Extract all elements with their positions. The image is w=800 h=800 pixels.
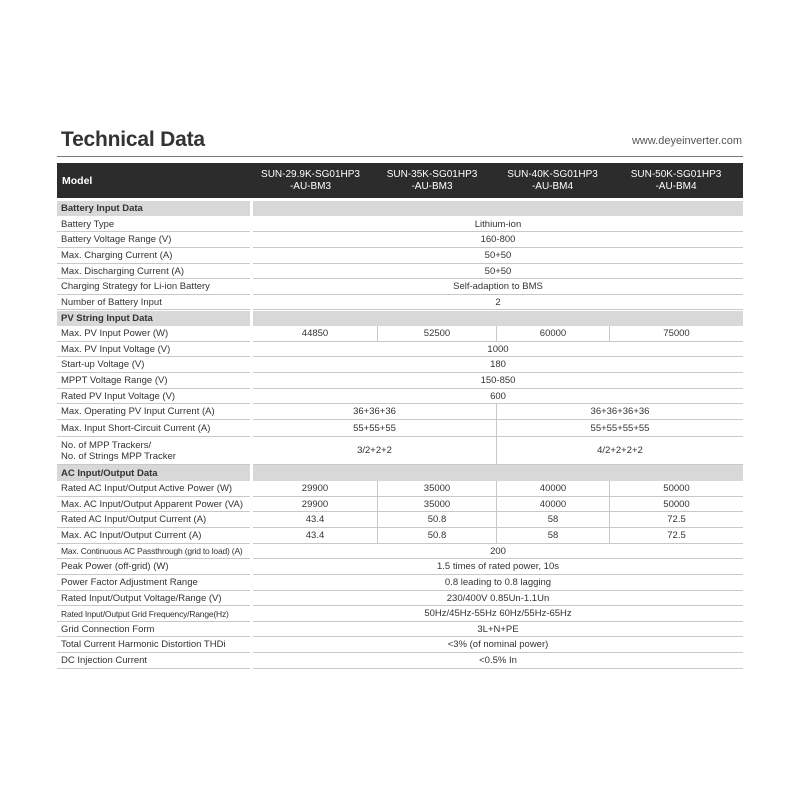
model-1-name: SUN-29.9K-SG01HP3 -AU-BM3 bbox=[261, 168, 360, 192]
row-label: Max. PV Input Voltage (V) bbox=[57, 342, 250, 357]
row-value: 60000 bbox=[496, 326, 609, 342]
table-row bbox=[57, 528, 743, 544]
section-pv-band bbox=[253, 311, 743, 326]
row-label: Charging Strategy for Li-ion Battery bbox=[57, 279, 250, 295]
row-label: Battery Type bbox=[57, 217, 250, 232]
row-value: 72.5 bbox=[609, 528, 743, 544]
section-battery-band bbox=[253, 201, 743, 216]
section-ac-band bbox=[253, 465, 743, 481]
row-value: 36+36+36 bbox=[253, 404, 496, 420]
section-pv-label: PV String Input Data bbox=[57, 311, 250, 326]
website-url: www.deyeinverter.com bbox=[631, 135, 742, 147]
table-row bbox=[57, 481, 743, 497]
section-ac bbox=[57, 465, 743, 481]
row-value: 75000 bbox=[609, 326, 743, 342]
row-label-line: No. of MPP Trackers/ bbox=[61, 439, 152, 451]
row-value: 50000 bbox=[609, 481, 743, 497]
section-battery-label: Battery Input Data bbox=[57, 201, 250, 216]
table-row bbox=[57, 512, 743, 528]
row-value: 200 bbox=[253, 544, 743, 559]
section-battery bbox=[57, 201, 743, 216]
row-label: Rated Input/Output Grid Frequency/Range(Hz) bbox=[57, 606, 250, 622]
row-value: 36+36+36+36 bbox=[496, 404, 743, 420]
row-value: 0.8 leading to 0.8 lagging bbox=[253, 575, 743, 591]
row-label: Number of Battery Input bbox=[57, 295, 250, 310]
table-header bbox=[57, 163, 743, 198]
row-value: 230/400V 0.85Un-1.1Un bbox=[253, 591, 743, 606]
section-ac-label: AC Input/Output Data bbox=[57, 465, 250, 481]
row-value: 3L+N+PE bbox=[253, 622, 743, 637]
row-value: 1.5 times of rated power, 10s bbox=[253, 559, 743, 575]
table-row bbox=[57, 295, 743, 310]
row-value: 4/2+2+2+2 bbox=[496, 437, 743, 465]
table-row bbox=[57, 357, 743, 373]
row-value: 55+55+55 bbox=[253, 420, 496, 437]
row-value: 43.4 bbox=[253, 512, 377, 528]
row-value: 50+50 bbox=[253, 264, 743, 279]
row-label: Max. PV Input Power (W) bbox=[57, 326, 250, 342]
row-label: Max. Discharging Current (A) bbox=[57, 264, 250, 279]
row-value: 50+50 bbox=[253, 248, 743, 264]
row-value: 35000 bbox=[377, 497, 496, 512]
row-label: Max. AC Input/Output Apparent Power (VA) bbox=[57, 497, 250, 512]
row-label-line: No. of Strings MPP Tracker bbox=[61, 450, 176, 462]
table-row bbox=[57, 559, 743, 575]
table-row bbox=[57, 264, 743, 279]
row-label: Rated AC Input/Output Active Power (W) bbox=[57, 481, 250, 497]
row-value: 50.8 bbox=[377, 528, 496, 544]
table-row bbox=[57, 326, 743, 342]
row-label: Start-up Voltage (V) bbox=[57, 357, 250, 373]
row-value: <0.5% In bbox=[253, 653, 743, 669]
row-value: 29900 bbox=[253, 497, 377, 512]
row-label: Max. Operating PV Input Current (A) bbox=[57, 404, 250, 420]
table-row bbox=[57, 342, 743, 357]
row-label: Grid Connection Form bbox=[57, 622, 250, 637]
table-row bbox=[57, 606, 743, 622]
row-label: Peak Power (off-grid) (W) bbox=[57, 559, 250, 575]
row-value: 50Hz/45Hz-55Hz 60Hz/55Hz-65Hz bbox=[253, 606, 743, 622]
row-value: 29900 bbox=[253, 481, 377, 497]
table-row bbox=[57, 420, 743, 437]
model-4-name: SUN-50K-SG01HP3 -AU-BM4 bbox=[630, 168, 722, 192]
table-row bbox=[57, 497, 743, 512]
table-row bbox=[57, 437, 743, 465]
row-value: 44850 bbox=[253, 326, 377, 342]
row-value: <3% (of nominal power) bbox=[253, 637, 743, 653]
row-value: 50.8 bbox=[377, 512, 496, 528]
row-value: 58 bbox=[496, 512, 609, 528]
row-value: 40000 bbox=[496, 497, 609, 512]
model-2-name: SUN-35K-SG01HP3 -AU-BM3 bbox=[386, 168, 478, 192]
table-row bbox=[57, 279, 743, 295]
row-label: Power Factor Adjustment Range bbox=[57, 575, 250, 591]
row-value: 1000 bbox=[253, 342, 743, 357]
row-label: Rated PV Input Voltage (V) bbox=[57, 389, 250, 404]
row-label: Battery Voltage Range (V) bbox=[57, 232, 250, 248]
row-value: 3/2+2+2 bbox=[253, 437, 496, 465]
row-label: Max. AC Input/Output Current (A) bbox=[57, 528, 250, 544]
row-value: 58 bbox=[496, 528, 609, 544]
row-label: MPPT Voltage Range (V) bbox=[57, 373, 250, 389]
row-value: 52500 bbox=[377, 326, 496, 342]
model-header-label: Model bbox=[62, 174, 93, 187]
table-row bbox=[57, 544, 743, 559]
row-label: DC Injection Current bbox=[57, 653, 250, 669]
row-value: 35000 bbox=[377, 481, 496, 497]
page-title: Technical Data bbox=[61, 128, 205, 151]
model-3-name: SUN-40K-SG01HP3 -AU-BM4 bbox=[507, 168, 598, 192]
row-label: Max. Input Short-Circuit Current (A) bbox=[57, 420, 250, 437]
table-row bbox=[57, 637, 743, 653]
row-label: Rated Input/Output Voltage/Range (V) bbox=[57, 591, 250, 606]
section-pv bbox=[57, 311, 743, 326]
row-value: 180 bbox=[253, 357, 743, 373]
table-row bbox=[57, 389, 743, 404]
table-row bbox=[57, 248, 743, 264]
table-row bbox=[57, 575, 743, 591]
row-value: Self-adaption to BMS bbox=[253, 279, 743, 295]
row-label: Max. Continuous AC Passthrough (grid to load) (A) bbox=[57, 544, 250, 559]
row-value: 43.4 bbox=[253, 528, 377, 544]
table-row bbox=[57, 622, 743, 637]
row-label: Max. Charging Current (A) bbox=[57, 248, 250, 264]
row-label bbox=[57, 437, 250, 465]
row-value: 40000 bbox=[496, 481, 609, 497]
row-value: 55+55+55+55 bbox=[496, 420, 743, 437]
table-row bbox=[57, 232, 743, 248]
table-row bbox=[57, 373, 743, 389]
row-label: Total Current Harmonic Distortion THDi bbox=[57, 637, 250, 653]
title-divider bbox=[57, 156, 743, 157]
table-row bbox=[57, 404, 743, 420]
row-value: 160-800 bbox=[253, 232, 743, 248]
row-value: 600 bbox=[253, 389, 743, 404]
row-label: Rated AC Input/Output Current (A) bbox=[57, 512, 250, 528]
row-value: 50000 bbox=[609, 497, 743, 512]
table-row bbox=[57, 653, 743, 669]
table-row bbox=[57, 591, 743, 606]
row-value: 150-850 bbox=[253, 373, 743, 389]
table-row bbox=[57, 217, 743, 232]
row-value: 2 bbox=[253, 295, 743, 310]
row-value: 72.5 bbox=[609, 512, 743, 528]
row-value: Lithium-ion bbox=[253, 217, 743, 232]
